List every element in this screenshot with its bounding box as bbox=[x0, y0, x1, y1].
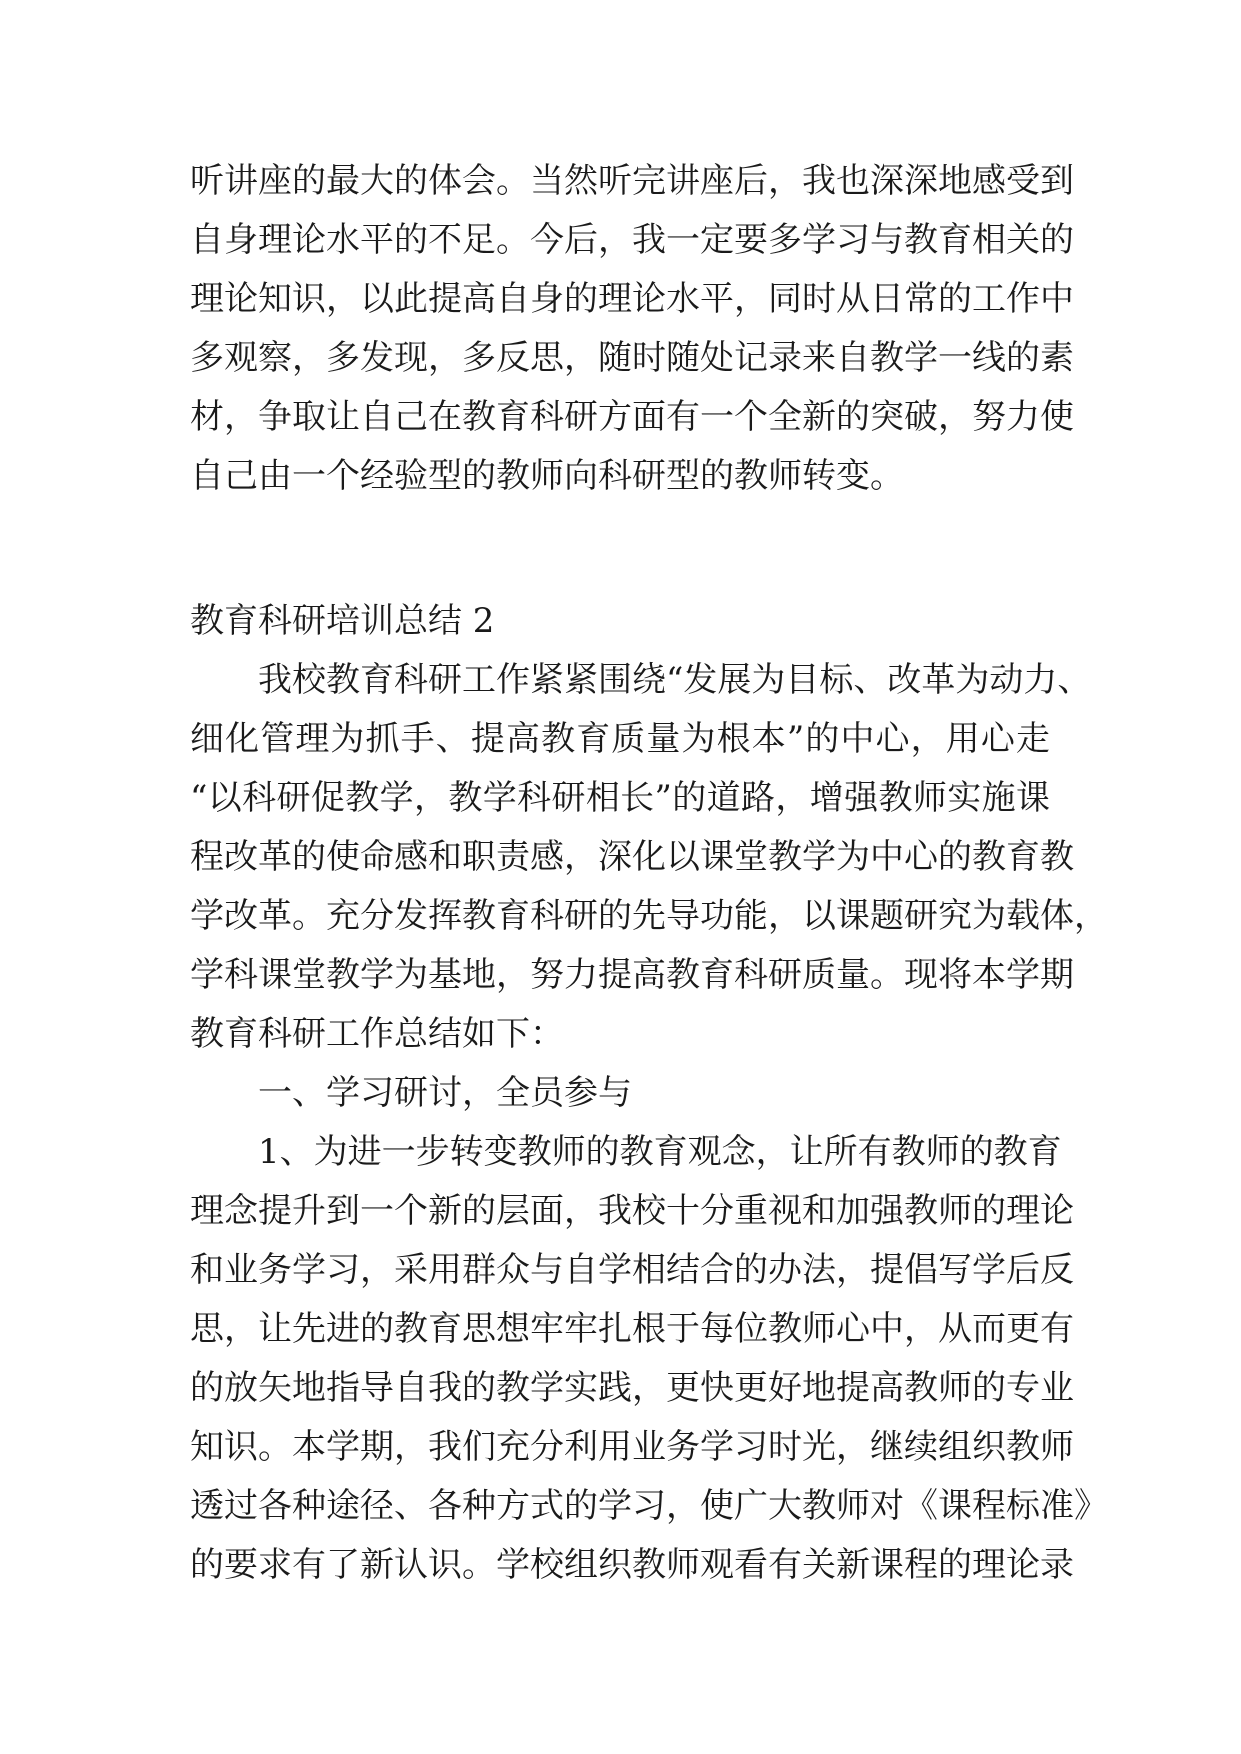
paragraph-line: 和业务学习，采用群众与自学相结合的办法，提倡写学后反 bbox=[190, 1250, 1074, 1290]
paragraph-line: 思，让先进的教育思想牢牢扎根于每位教师心中，从而更有 bbox=[190, 1309, 1074, 1349]
paragraph-line: 知识。本学期，我们充分利用业务学习时光，继续组织教师 bbox=[190, 1427, 1074, 1467]
intro-paragraph bbox=[190, 651, 1108, 1064]
paragraph-line: 教育科研工作总结如下： bbox=[190, 1014, 564, 1054]
section-title: 教育科研培训总结 2 bbox=[190, 601, 495, 641]
paragraph-line: 1、为进一步转变教师的教育观念，让所有教师的教育 bbox=[258, 1132, 1062, 1172]
paragraph-line: 材，争取让自己在教育科研方面有一个全新的突破，努力使 bbox=[190, 397, 1074, 437]
document-body bbox=[190, 152, 1108, 1595]
paragraph-line: 程改革的使命感和职责感，深化以课堂教学为中心的教育教 bbox=[190, 837, 1074, 877]
paragraph-line: 学科课堂教学为基地，努力提高教育科研质量。现将本学期 bbox=[190, 955, 1074, 995]
paragraph-line: 细化管理为抓手、提高教育质量为根本”的中心，用心走 bbox=[190, 719, 1050, 759]
paragraph-line: 多观察，多发现，多反思，随时随处记录来自教学一线的素 bbox=[190, 338, 1074, 378]
paragraph-line: 听讲座的最大的体会。当然听完讲座后，我也深深地感受到 bbox=[190, 161, 1074, 201]
paragraph-line: “以科研促教学，教学科研相长”的道路，增强教师实施课 bbox=[190, 778, 1050, 818]
subheading: 一、学习研讨，全员参与 bbox=[258, 1073, 632, 1113]
paragraph-line: 透过各种途径、各种方式的学习，使广大教师对《课程标准》 bbox=[190, 1486, 1108, 1526]
paragraph-line: 学改革。充分发挥教育科研的先导功能，以课题研究为载体， bbox=[190, 896, 1108, 936]
paragraph-line: 理念提升到一个新的层面，我校十分重视和加强教师的理论 bbox=[190, 1191, 1074, 1231]
paragraph-line: 自己由一个经验型的教师向科研型的教师转变。 bbox=[190, 456, 904, 496]
item-1-paragraph bbox=[190, 1123, 1108, 1595]
continuation-paragraph bbox=[190, 152, 1074, 506]
paragraph-line: 理论知识，以此提高自身的理论水平，同时从日常的工作中 bbox=[190, 279, 1074, 319]
section-spacer bbox=[190, 506, 1050, 591]
paragraph-line: 自身理论水平的不足。今后，我一定要多学习与教育相关的 bbox=[190, 220, 1074, 260]
paragraph-line: 我校教育科研工作紧紧围绕“发展为目标、改革为动力、 bbox=[258, 660, 1092, 700]
paragraph-line: 的要求有了新认识。学校组织教师观看有关新课程的理论录 bbox=[190, 1545, 1074, 1585]
paragraph-line: 的放矢地指导自我的教学实践，更快更好地提高教师的专业 bbox=[190, 1368, 1074, 1408]
